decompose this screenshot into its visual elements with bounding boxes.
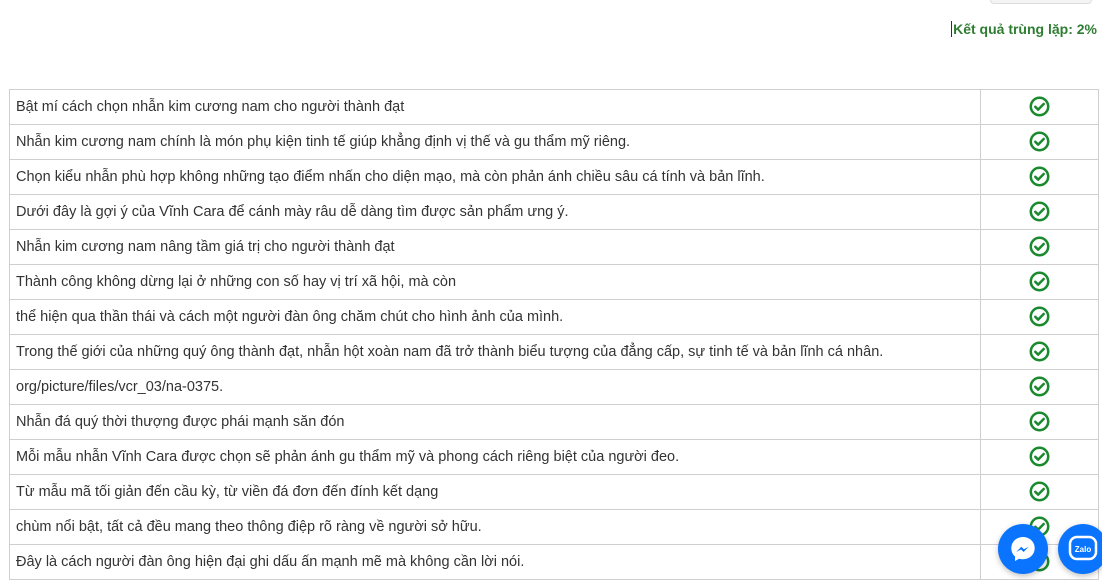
messenger-icon	[1008, 534, 1038, 564]
sentence-text: Mỗi mẫu nhẫn Vĩnh Cara được chọn sẽ phản ánh gu thẩm mỹ và phong cách riêng biệt của người đeo.	[10, 440, 981, 475]
top-button[interactable]	[990, 0, 1092, 4]
table-row	[10, 195, 1099, 230]
results-table-body	[10, 90, 1099, 580]
table-row	[10, 90, 1099, 125]
sentence-text: Từ mẫu mã tối giản đến cầu kỳ, từ viền đá đơn đến đính kết dạng	[10, 475, 981, 510]
table-row	[10, 370, 1099, 405]
table-row	[10, 335, 1099, 370]
check-circle-icon	[1029, 411, 1050, 432]
status-cell	[981, 440, 1099, 475]
table-row	[10, 475, 1099, 510]
sentence-text: Trong thế giới của những quý ông thành đạt, nhẫn hột xoàn nam đã trở thành biểu tượng của đẳng cấp, sự tinh tế và bản lĩnh cá nhân.	[10, 335, 981, 370]
sentence-text: Đây là cách người đàn ông hiện đại ghi dấu ấn mạnh mẽ mà không cần lời nói.	[10, 545, 981, 580]
check-circle-icon	[1029, 306, 1050, 327]
sentence-text: chùm nổi bật, tất cả đều mang theo thông điệp rõ ràng về người sở hữu.	[10, 510, 981, 545]
table-row	[10, 230, 1099, 265]
status-cell	[981, 265, 1099, 300]
check-circle-icon	[1029, 271, 1050, 292]
check-circle-icon	[1029, 446, 1050, 467]
sentence-text: Nhẫn kim cương nam chính là món phụ kiện tinh tế giúp khẳng định vị thế và gu thẩm mỹ riêng.	[10, 125, 981, 160]
zalo-label: Zalo	[1074, 545, 1092, 554]
check-circle-icon	[1029, 201, 1050, 222]
table-row	[10, 545, 1099, 580]
check-circle-icon	[1029, 236, 1050, 257]
status-cell	[981, 300, 1099, 335]
status-cell	[981, 370, 1099, 405]
table-row	[10, 440, 1099, 475]
duplicate-result: Kết quả trùng lặp: 2%	[953, 21, 1097, 37]
table-row	[10, 405, 1099, 440]
table-row	[10, 300, 1099, 335]
zalo-button[interactable]	[1058, 524, 1102, 574]
sentence-text: Nhẫn kim cương nam nâng tầm giá trị cho người thành đạt	[10, 230, 981, 265]
status-cell	[981, 335, 1099, 370]
check-circle-icon	[1029, 341, 1050, 362]
zalo-icon	[1066, 532, 1100, 566]
status-cell	[981, 230, 1099, 265]
status-cell	[981, 405, 1099, 440]
results-table	[9, 89, 1099, 580]
status-cell	[981, 90, 1099, 125]
status-cell	[981, 195, 1099, 230]
sentence-text: Bật mí cách chọn nhẫn kim cương nam cho người thành đạt	[10, 90, 981, 125]
check-circle-icon	[1029, 166, 1050, 187]
table-row	[10, 510, 1099, 545]
table-row	[10, 125, 1099, 160]
status-cell	[981, 125, 1099, 160]
table-row	[10, 160, 1099, 195]
check-circle-icon	[1029, 96, 1050, 117]
messenger-button[interactable]	[998, 524, 1048, 574]
check-circle-icon	[1029, 376, 1050, 397]
status-cell	[981, 160, 1099, 195]
check-circle-icon	[1029, 131, 1050, 152]
sentence-text: Dưới đây là gợi ý của Vĩnh Cara để cánh mày râu dễ dàng tìm được sản phẩm ưng ý.	[10, 195, 981, 230]
status-cell	[981, 475, 1099, 510]
sentence-text: org/picture/files/vcr_03/na-0375.	[10, 370, 981, 405]
check-circle-icon	[1029, 481, 1050, 502]
sentence-text: Thành công không dừng lại ở những con số hay vị trí xã hội, mà còn	[10, 265, 981, 300]
sentence-text: Nhẫn đá quý thời thượng được phái mạnh săn đón	[10, 405, 981, 440]
table-row	[10, 265, 1099, 300]
sentence-text: Chọn kiểu nhẫn phù hợp không những tạo điểm nhấn cho diện mạo, mà còn phản ánh chiều sâu cá tính và bản lĩnh.	[10, 160, 981, 195]
sentence-text: thể hiện qua thần thái và cách một người đàn ông chăm chút cho hình ảnh của mình.	[10, 300, 981, 335]
